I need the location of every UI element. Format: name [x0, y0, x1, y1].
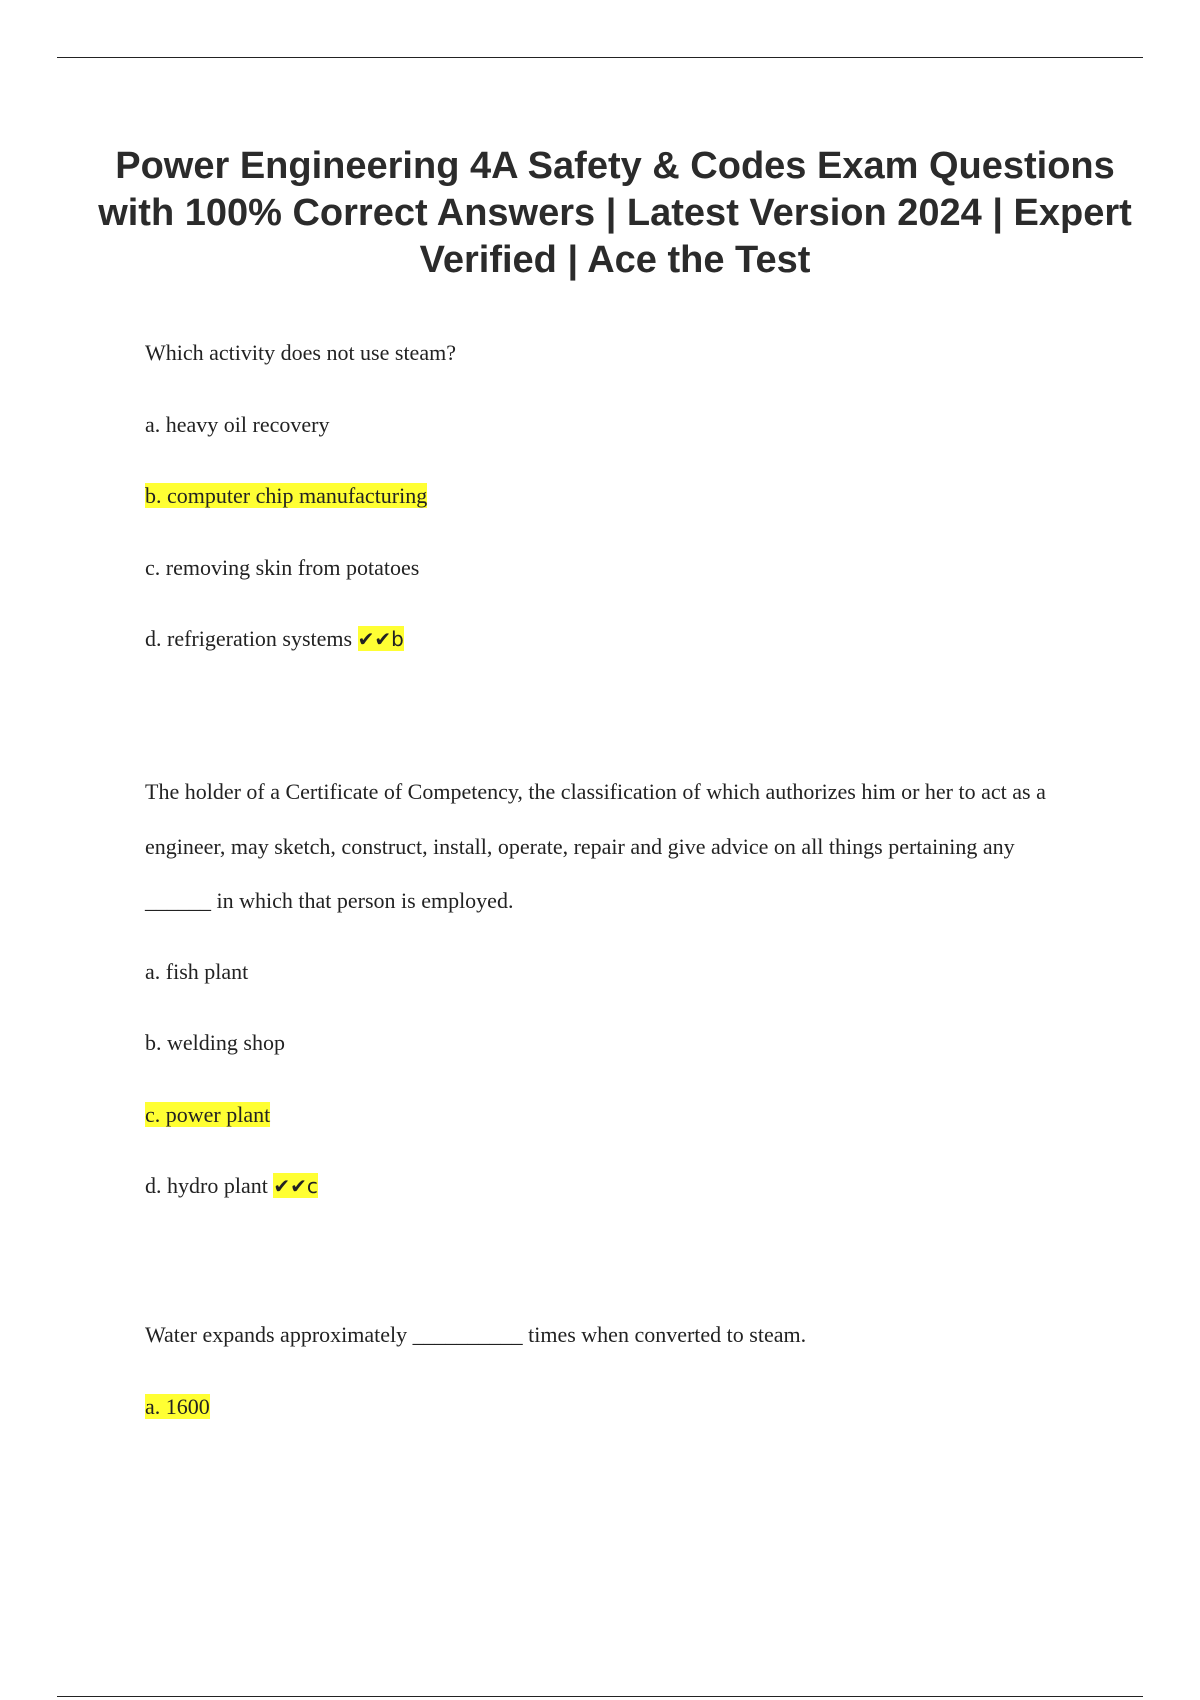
- top-rule: [57, 57, 1143, 58]
- question-3-text: Water expands approximately __________ times when converted to steam.: [145, 1322, 807, 1347]
- option-d-text: d. refrigeration systems: [145, 626, 353, 651]
- check-icon: ✔✔c: [273, 1174, 318, 1198]
- question-1-option-b: [145, 483, 427, 509]
- correct-answer-highlight: c. power plant: [145, 1102, 271, 1127]
- question-1-text: Which activity does not use steam?: [145, 340, 456, 365]
- question-2-option-a: a. fish plant: [145, 959, 249, 984]
- question-1-option-c: c. removing skin from potatoes: [145, 555, 420, 580]
- question-2-option-d: [145, 1173, 318, 1199]
- correct-answer-highlight: b. computer chip manufacturing: [145, 483, 428, 508]
- correct-answer-highlight: a. 1600: [145, 1394, 210, 1419]
- option-d-text: d. hydro plant: [145, 1173, 268, 1198]
- question-1-option-a: a. heavy oil recovery: [145, 412, 330, 437]
- answer-mark: [358, 626, 404, 651]
- answer-mark: [273, 1173, 318, 1198]
- question-1-option-d: [145, 626, 404, 652]
- question-2-option-c: [145, 1102, 270, 1128]
- question-3-option-a: [145, 1394, 210, 1420]
- bottom-rule: [57, 1696, 1143, 1697]
- question-2-text: The holder of a Certificate of Competency, the classification of which authorizes him or her to act as a engineer, may sketch, construct, install, operate, repair and give advice on all things pertaining any ______ in which that person is employed.: [145, 779, 1046, 913]
- document-title: Power Engineering 4A Safety & Codes Exam Questions with 100% Correct Answers | Latest Version 2024 | Expert Verified | Ace the Test: [98, 145, 1132, 281]
- check-icon: ✔✔b: [357, 627, 404, 651]
- question-2-option-b: b. welding shop: [145, 1030, 285, 1055]
